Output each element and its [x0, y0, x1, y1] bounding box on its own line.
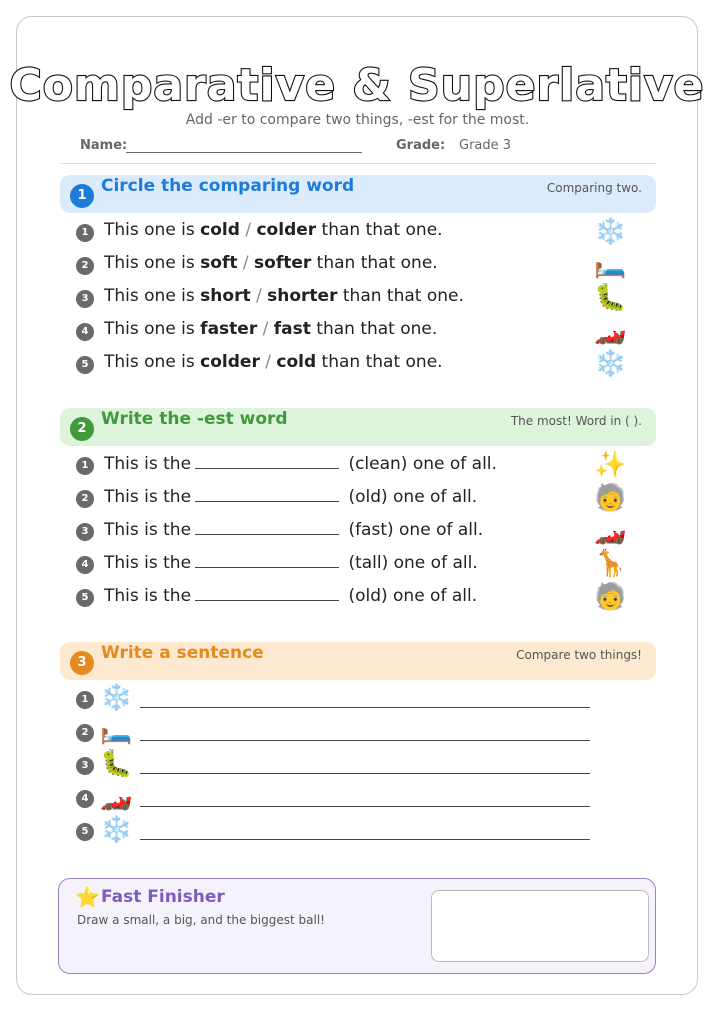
circle-item-1	[76, 217, 636, 247]
option-a[interactable]: faster	[200, 319, 258, 339]
sentence-writing-line[interactable]	[140, 839, 590, 840]
caterpillar-icon: 🐛	[100, 749, 133, 779]
sentence-writing-line[interactable]	[140, 773, 590, 774]
section-number: 3	[70, 651, 94, 675]
section-1-header	[60, 175, 656, 213]
sentence-writing-line[interactable]	[140, 740, 590, 741]
item-sentence: This one is soft / softer than that one.	[104, 253, 438, 273]
item-number: 3	[76, 290, 94, 308]
option-b[interactable]: fast	[273, 319, 311, 339]
student-info	[80, 136, 650, 156]
option-b[interactable]: softer	[254, 253, 312, 273]
fast-finisher-box	[58, 878, 656, 974]
fast-finisher-instructions: Draw a small, a big, and the biggest ball!	[77, 913, 325, 927]
drawing-area[interactable]	[431, 890, 649, 962]
sentence-item-5	[76, 815, 596, 845]
item-number: 4	[76, 556, 94, 574]
section-2-header	[60, 408, 656, 446]
sparkles-icon: ✨	[594, 450, 627, 480]
item-number: 5	[76, 356, 94, 374]
item-number: 4	[76, 790, 94, 808]
option-a[interactable]: short	[200, 286, 251, 306]
section-title: Write a sentence	[101, 643, 264, 663]
item-number: 3	[76, 523, 94, 541]
option-a[interactable]: cold	[200, 220, 240, 240]
item-number: 5	[76, 589, 94, 607]
section-hint: Comparing two.	[546, 181, 642, 195]
header-divider	[60, 163, 656, 164]
answer-blank[interactable]	[195, 486, 339, 502]
item-sentence: This one is short / shorter than that one.	[104, 286, 464, 306]
sentence-item-1	[76, 683, 596, 713]
item-sentence: This is the (old) one of all.	[104, 586, 478, 606]
page-subtitle: Add -er to compare two things, -est for the most.	[185, 112, 530, 128]
snowflake-icon: ❄️	[594, 349, 627, 379]
item-number: 2	[76, 257, 94, 275]
answer-blank[interactable]	[195, 453, 339, 469]
answer-blank[interactable]	[195, 552, 339, 568]
section-title: Write the -est word	[101, 409, 288, 429]
name-label: Name:	[80, 138, 128, 153]
est-item-4	[76, 549, 636, 579]
item-number: 5	[76, 823, 94, 841]
snowflake-icon: ❄️	[100, 683, 133, 713]
sentence-item-3	[76, 749, 596, 779]
item-sentence: This is the (clean) one of all.	[104, 454, 497, 474]
sentence-item-2	[76, 716, 596, 746]
snowflake-icon: ❄️	[594, 217, 627, 247]
item-sentence: This one is colder / cold than that one.	[104, 352, 443, 372]
section-hint: Compare two things!	[516, 648, 642, 662]
item-number: 1	[76, 224, 94, 242]
race-car-icon: 🏎️	[594, 516, 627, 546]
option-a[interactable]: colder	[200, 352, 260, 372]
sentence-writing-line[interactable]	[140, 806, 590, 807]
item-sentence: This is the (tall) one of all.	[104, 553, 478, 573]
est-item-5	[76, 582, 636, 612]
page-title	[0, 48, 715, 118]
est-item-1	[76, 450, 636, 480]
item-sentence: This one is faster / fast than that one.	[104, 319, 438, 339]
snowflake-icon: ❄️	[100, 815, 133, 845]
circle-item-3	[76, 283, 636, 313]
option-b[interactable]: colder	[256, 220, 317, 240]
item-sentence: This one is cold / colder than that one.	[104, 220, 443, 240]
answer-blank[interactable]	[195, 519, 339, 535]
est-item-3	[76, 516, 636, 546]
caterpillar-icon: 🐛	[594, 283, 627, 313]
sentence-item-4	[76, 782, 596, 812]
section-3-header	[60, 642, 656, 680]
giraffe-icon: 🦒	[594, 549, 627, 579]
section-hint: The most! Word in ( ).	[510, 414, 642, 428]
race-car-icon: 🏎️	[594, 316, 627, 346]
answer-blank[interactable]	[195, 585, 339, 601]
circle-item-2	[76, 250, 636, 280]
bed-icon: 🛏️	[594, 250, 627, 280]
page-title-graphic	[0, 48, 715, 118]
circle-item-4	[76, 316, 636, 346]
old-person-icon: 🧓	[594, 483, 627, 513]
race-car-icon: 🏎️	[100, 782, 133, 812]
item-sentence: This is the (old) one of all.	[104, 487, 478, 507]
old-person-icon: 🧓	[594, 582, 627, 612]
item-sentence: This is the (fast) one of all.	[104, 520, 484, 540]
option-a[interactable]: soft	[200, 253, 238, 273]
bed-icon: 🛏️	[100, 716, 133, 746]
grade-label: Grade:	[396, 138, 446, 153]
grade-value: Grade 3	[459, 138, 512, 153]
option-b[interactable]: shorter	[267, 286, 338, 306]
star-icon: ⭐	[75, 885, 100, 909]
name-field[interactable]	[126, 152, 362, 153]
est-item-2	[76, 483, 636, 513]
section-number: 2	[70, 417, 94, 441]
sentence-writing-line[interactable]	[140, 707, 590, 708]
item-number: 1	[76, 691, 94, 709]
item-number: 1	[76, 457, 94, 475]
item-number: 2	[76, 490, 94, 508]
page-title-text: Comparative & Superlative	[9, 60, 705, 111]
section-number: 1	[70, 184, 94, 208]
section-title: Circle the comparing word	[101, 176, 355, 196]
item-number: 2	[76, 724, 94, 742]
item-number: 3	[76, 757, 94, 775]
fast-finisher-title: Fast Finisher	[101, 887, 225, 907]
item-number: 4	[76, 323, 94, 341]
option-b[interactable]: cold	[276, 352, 317, 372]
circle-item-5	[76, 349, 636, 379]
